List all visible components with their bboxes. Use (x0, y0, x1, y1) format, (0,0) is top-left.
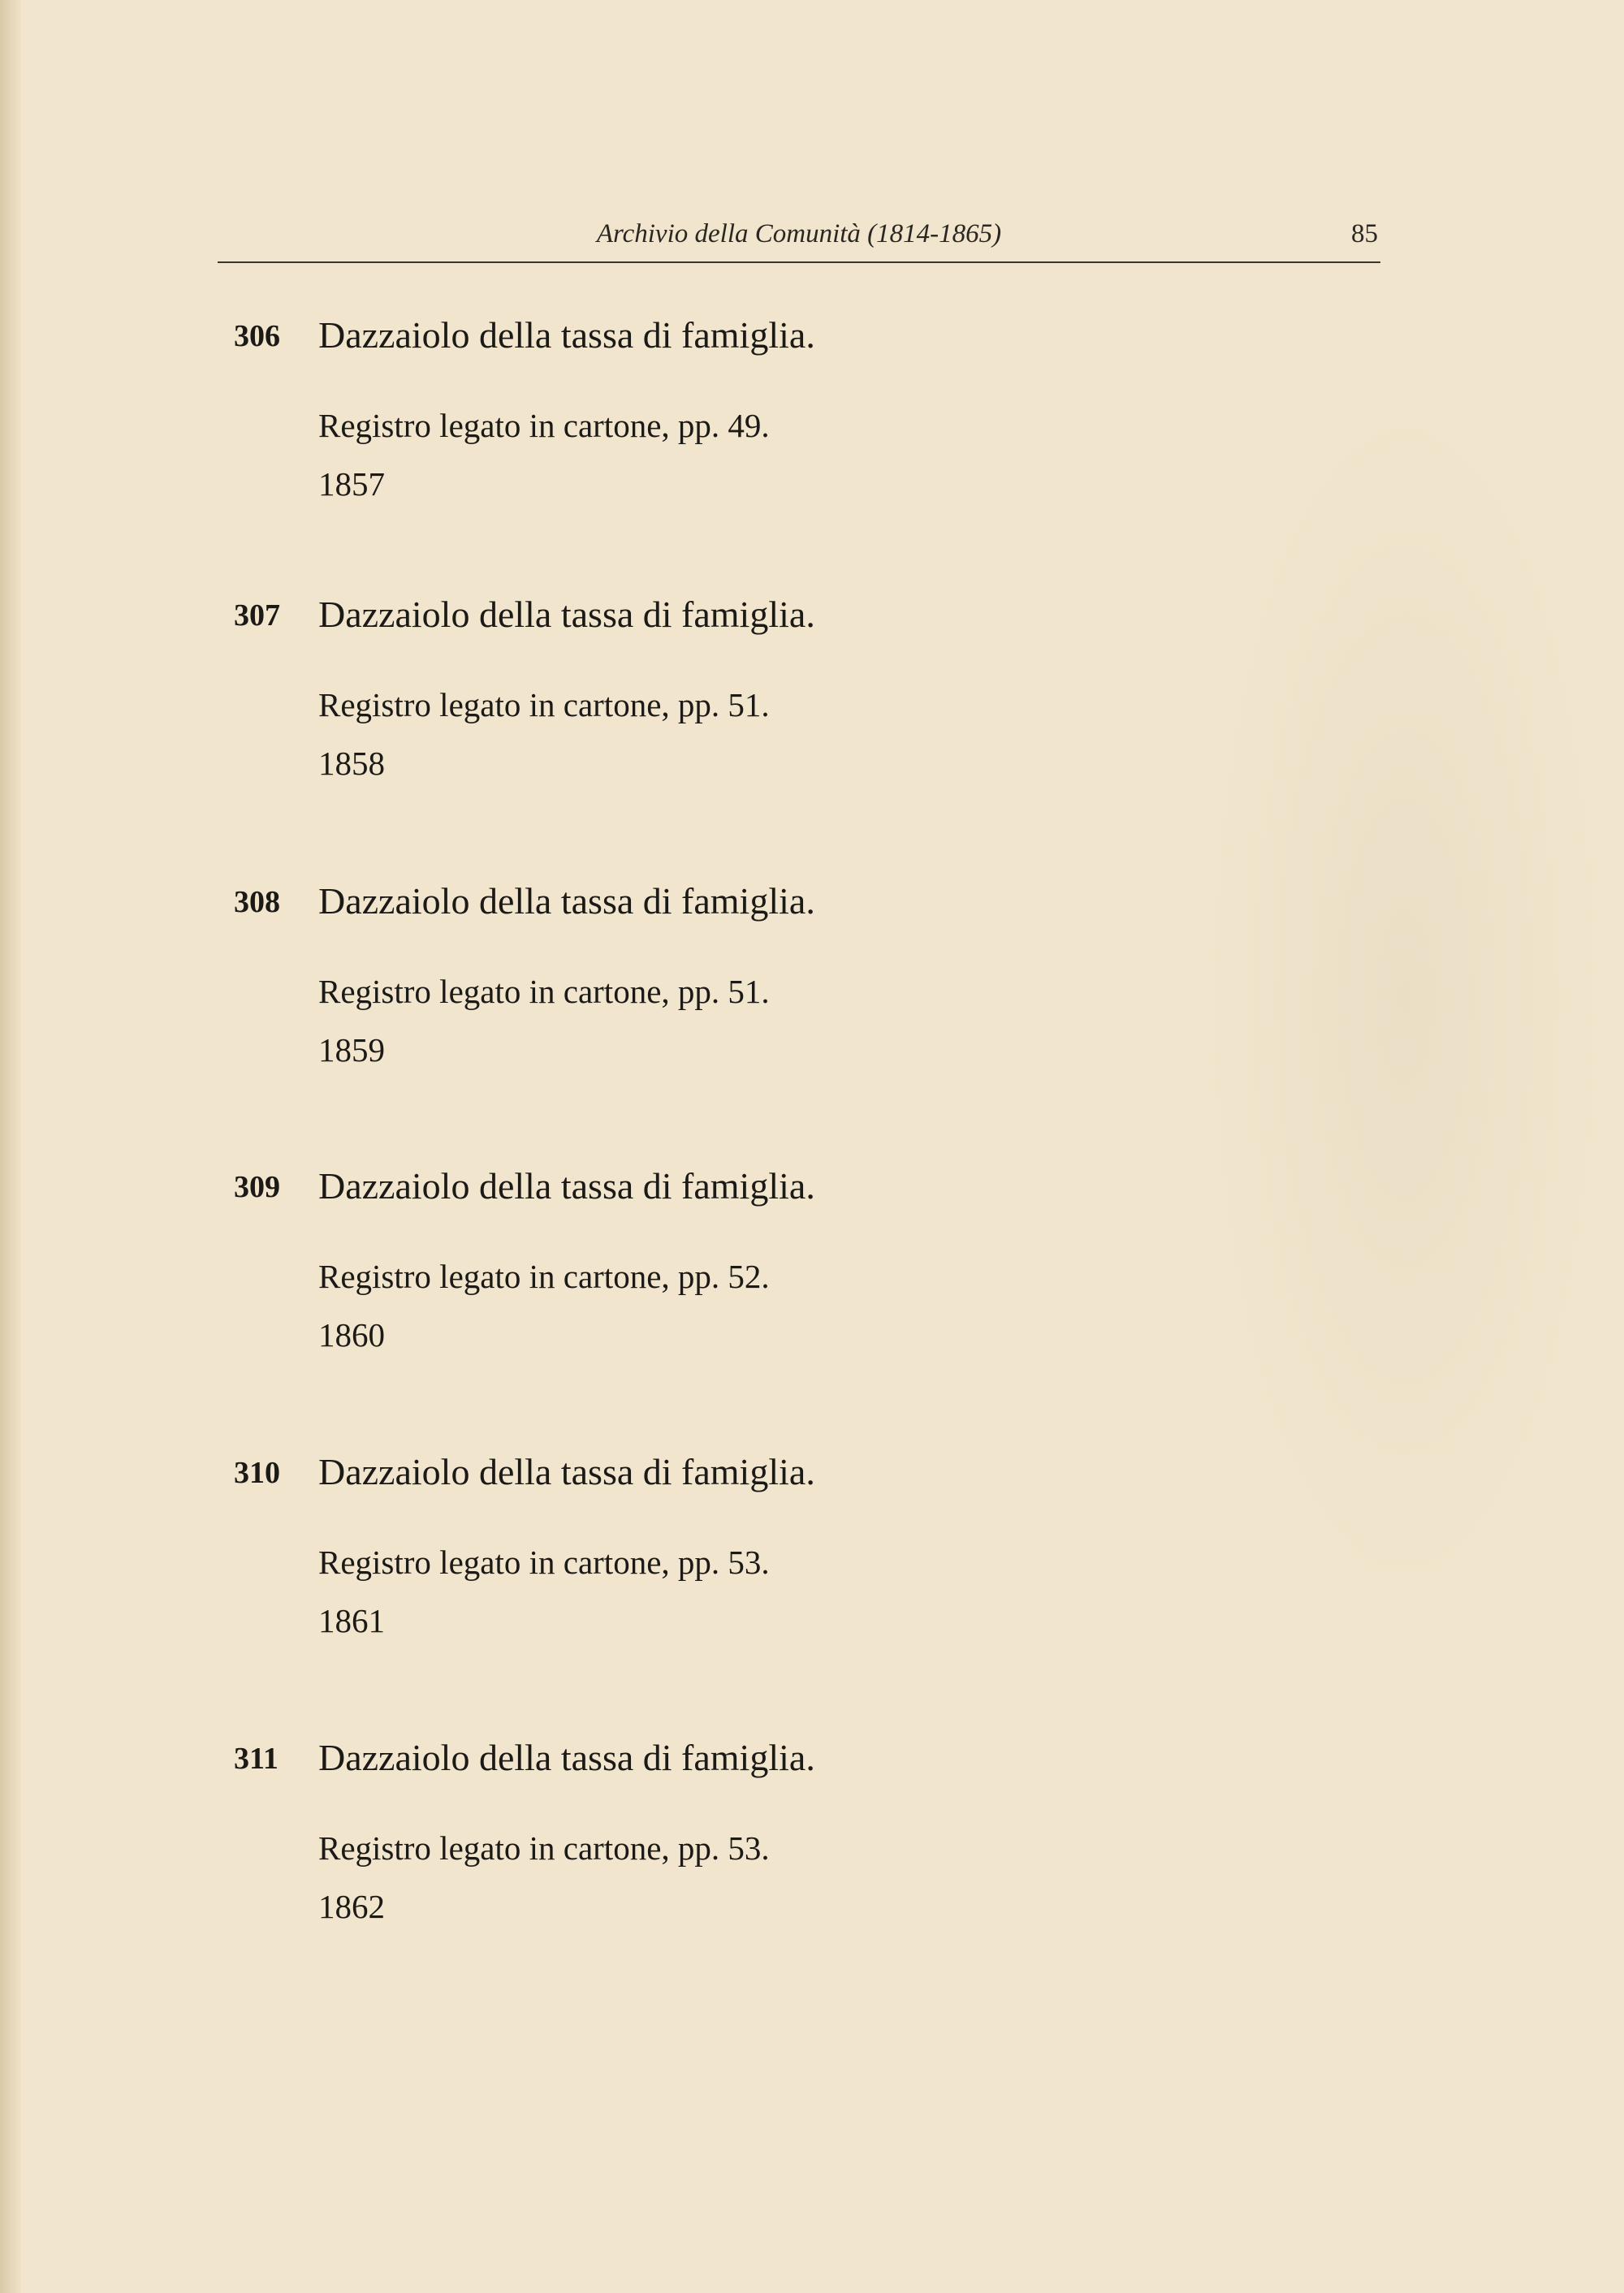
entry-number: 310 (234, 1456, 280, 1490)
entry-title: Dazzaiolo della tassa di famiglia. (318, 594, 815, 635)
entry-description: Registro legato in cartone, pp. 51. (318, 686, 770, 723)
entry-number: 307 (234, 598, 280, 633)
entry-number: 308 (234, 885, 280, 919)
running-head (218, 218, 1380, 263)
entry-date: 1857 (318, 465, 385, 503)
entry-description: Registro legato in cartone, pp. 49. (318, 407, 770, 444)
entry-description: Registro legato in cartone, pp. 53. (318, 1544, 770, 1581)
entry-title: Dazzaiolo della tassa di famiglia. (318, 880, 815, 922)
archive-entry (218, 1737, 1273, 1936)
entry-date: 1859 (318, 1031, 385, 1069)
entry-number: 306 (234, 319, 280, 353)
archive-entry (218, 1165, 1273, 1364)
header-rule (218, 261, 1380, 263)
entry-title: Dazzaiolo della tassa di famiglia. (318, 1165, 815, 1207)
page-edge (0, 0, 21, 2293)
entry-title: Dazzaiolo della tassa di famiglia. (318, 1737, 815, 1778)
archive-entry (218, 594, 1273, 792)
archive-entry (218, 880, 1273, 1079)
entry-number: 311 (234, 1742, 279, 1776)
entry-number: 309 (234, 1170, 280, 1204)
archive-entry (218, 314, 1273, 513)
archive-entry (218, 1451, 1273, 1650)
entry-title: Dazzaiolo della tassa di famiglia. (318, 314, 815, 356)
entry-date: 1858 (318, 745, 385, 782)
entry-description: Registro legato in cartone, pp. 53. (318, 1829, 770, 1867)
running-title: Archivio della Comunità (1814-1865) (596, 219, 1002, 248)
entry-description: Registro legato in cartone, pp. 51. (318, 973, 770, 1010)
entry-date: 1862 (318, 1888, 385, 1925)
entry-title: Dazzaiolo della tassa di famiglia. (318, 1451, 815, 1492)
entry-date: 1861 (318, 1602, 385, 1639)
page-number: 85 (1351, 219, 1378, 248)
entry-description: Registro legato in cartone, pp. 52. (318, 1258, 770, 1295)
entry-date: 1860 (318, 1316, 385, 1354)
